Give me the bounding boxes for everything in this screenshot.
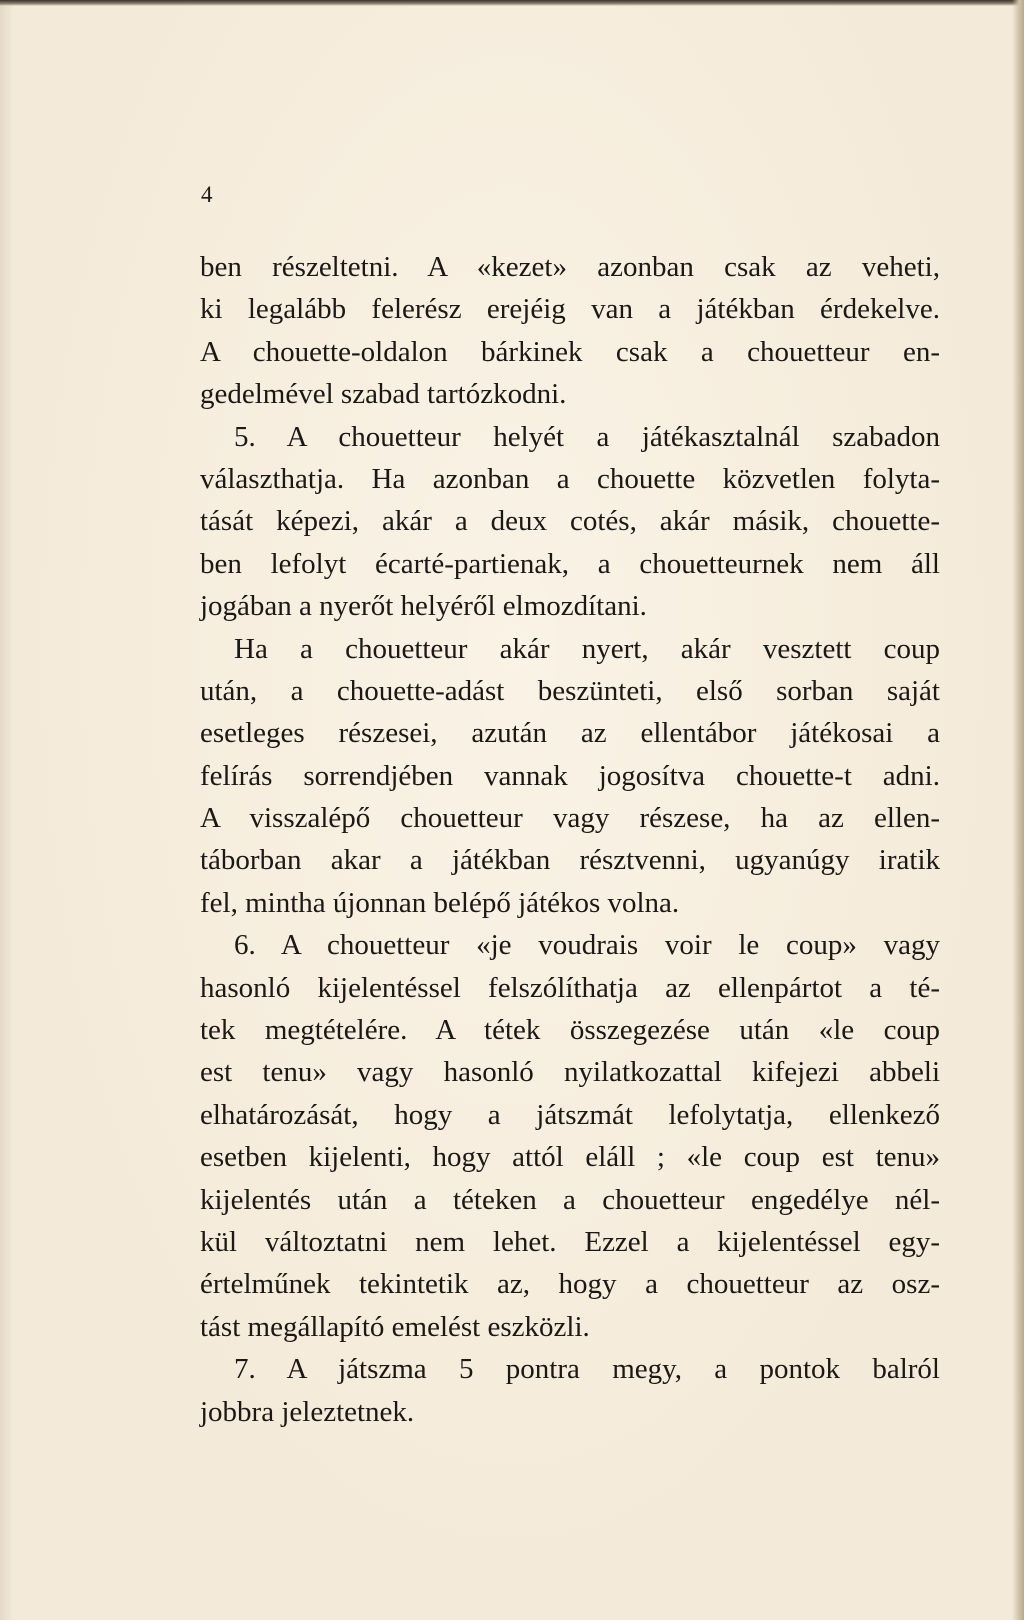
text-line: A visszalépő chouetteur vagy részese, ha az ellen- [200,802,940,835]
section-5-start: 5. A chouetteur helyét a játékasztalnál szabadon [234,420,940,453]
text-line: értelműnek tekintetik az, hogy a chouetteur az osz- [200,1268,940,1301]
page-right-edge [1012,0,1024,1620]
text-line: ben lefolyt écarté-partienak, a chouetteurnek nem áll [200,547,940,580]
text-line: gedelmével szabad tartózkodni. [200,378,567,411]
paragraph-start: Ha a chouetteur akár nyert, akár vesztett coup [234,632,940,665]
text-line: tek megtételére. A tétek összegezése után «le coup [200,1014,940,1047]
page-top-edge [0,0,1024,6]
text-line: ki legalább felerész erejéig van a játékban érdekelve. [200,293,940,326]
text-line: felírás sorrendjében vannak jogosítva chouette-t adni. [200,759,940,792]
text-line: est tenu» vagy hasonló nyilatkozattal kifejezi abbeli [200,1056,940,1089]
text-line: táborban akar a játékban résztvenni, ugyanúgy iratik [200,844,940,877]
text-line: hasonló kijelentéssel felszólíthatja az ellenpártot a té- [200,971,940,1004]
text-line: elhatározását, hogy a játszmát lefolytatja, ellenkező [200,1098,940,1131]
text-line: fel, mintha újonnan belépő játékos volna. [200,886,680,919]
text-line: esetben kijelenti, hogy attól eláll ; «le coup est tenu» [200,1141,940,1174]
text-line: ben részeltetni. A «kezet» azonban csak az veheti, [200,251,940,283]
text-line: után, a chouette-adást beszünteti, első sorban saját [200,674,940,707]
text-line: választhatja. Ha azonban a chouette közvetlen folyta- [200,462,940,495]
section-6-start: 6. A chouetteur «je voudrais voir le coup» vagy [234,929,940,962]
page-number: 4 [201,182,213,207]
text-line: esetleges részesei, azután az ellentábor játékosai a [200,717,940,750]
text-line: tást megállapító emelést eszközli. [200,1310,590,1343]
text-line: A chouette-oldalon bárkinek csak a chouetteur en- [200,335,940,368]
text-line: tását képezi, akár a deux cotés, akár másik, chouette- [200,505,940,538]
body-text [200,246,940,1433]
text-line: jobbra jeleztetnek. [200,1395,415,1428]
section-7-start: 7. A játszma 5 pontra megy, a pontok balról [234,1353,940,1386]
text-line: jogában a nyerőt helyéről elmozdítani. [200,590,647,623]
text-line: kül változtatni nem lehet. Ezzel a kijelentéssel egy- [200,1225,940,1258]
text-line: kijelentés után a téteken a chouetteur engedélye nél- [200,1183,940,1216]
